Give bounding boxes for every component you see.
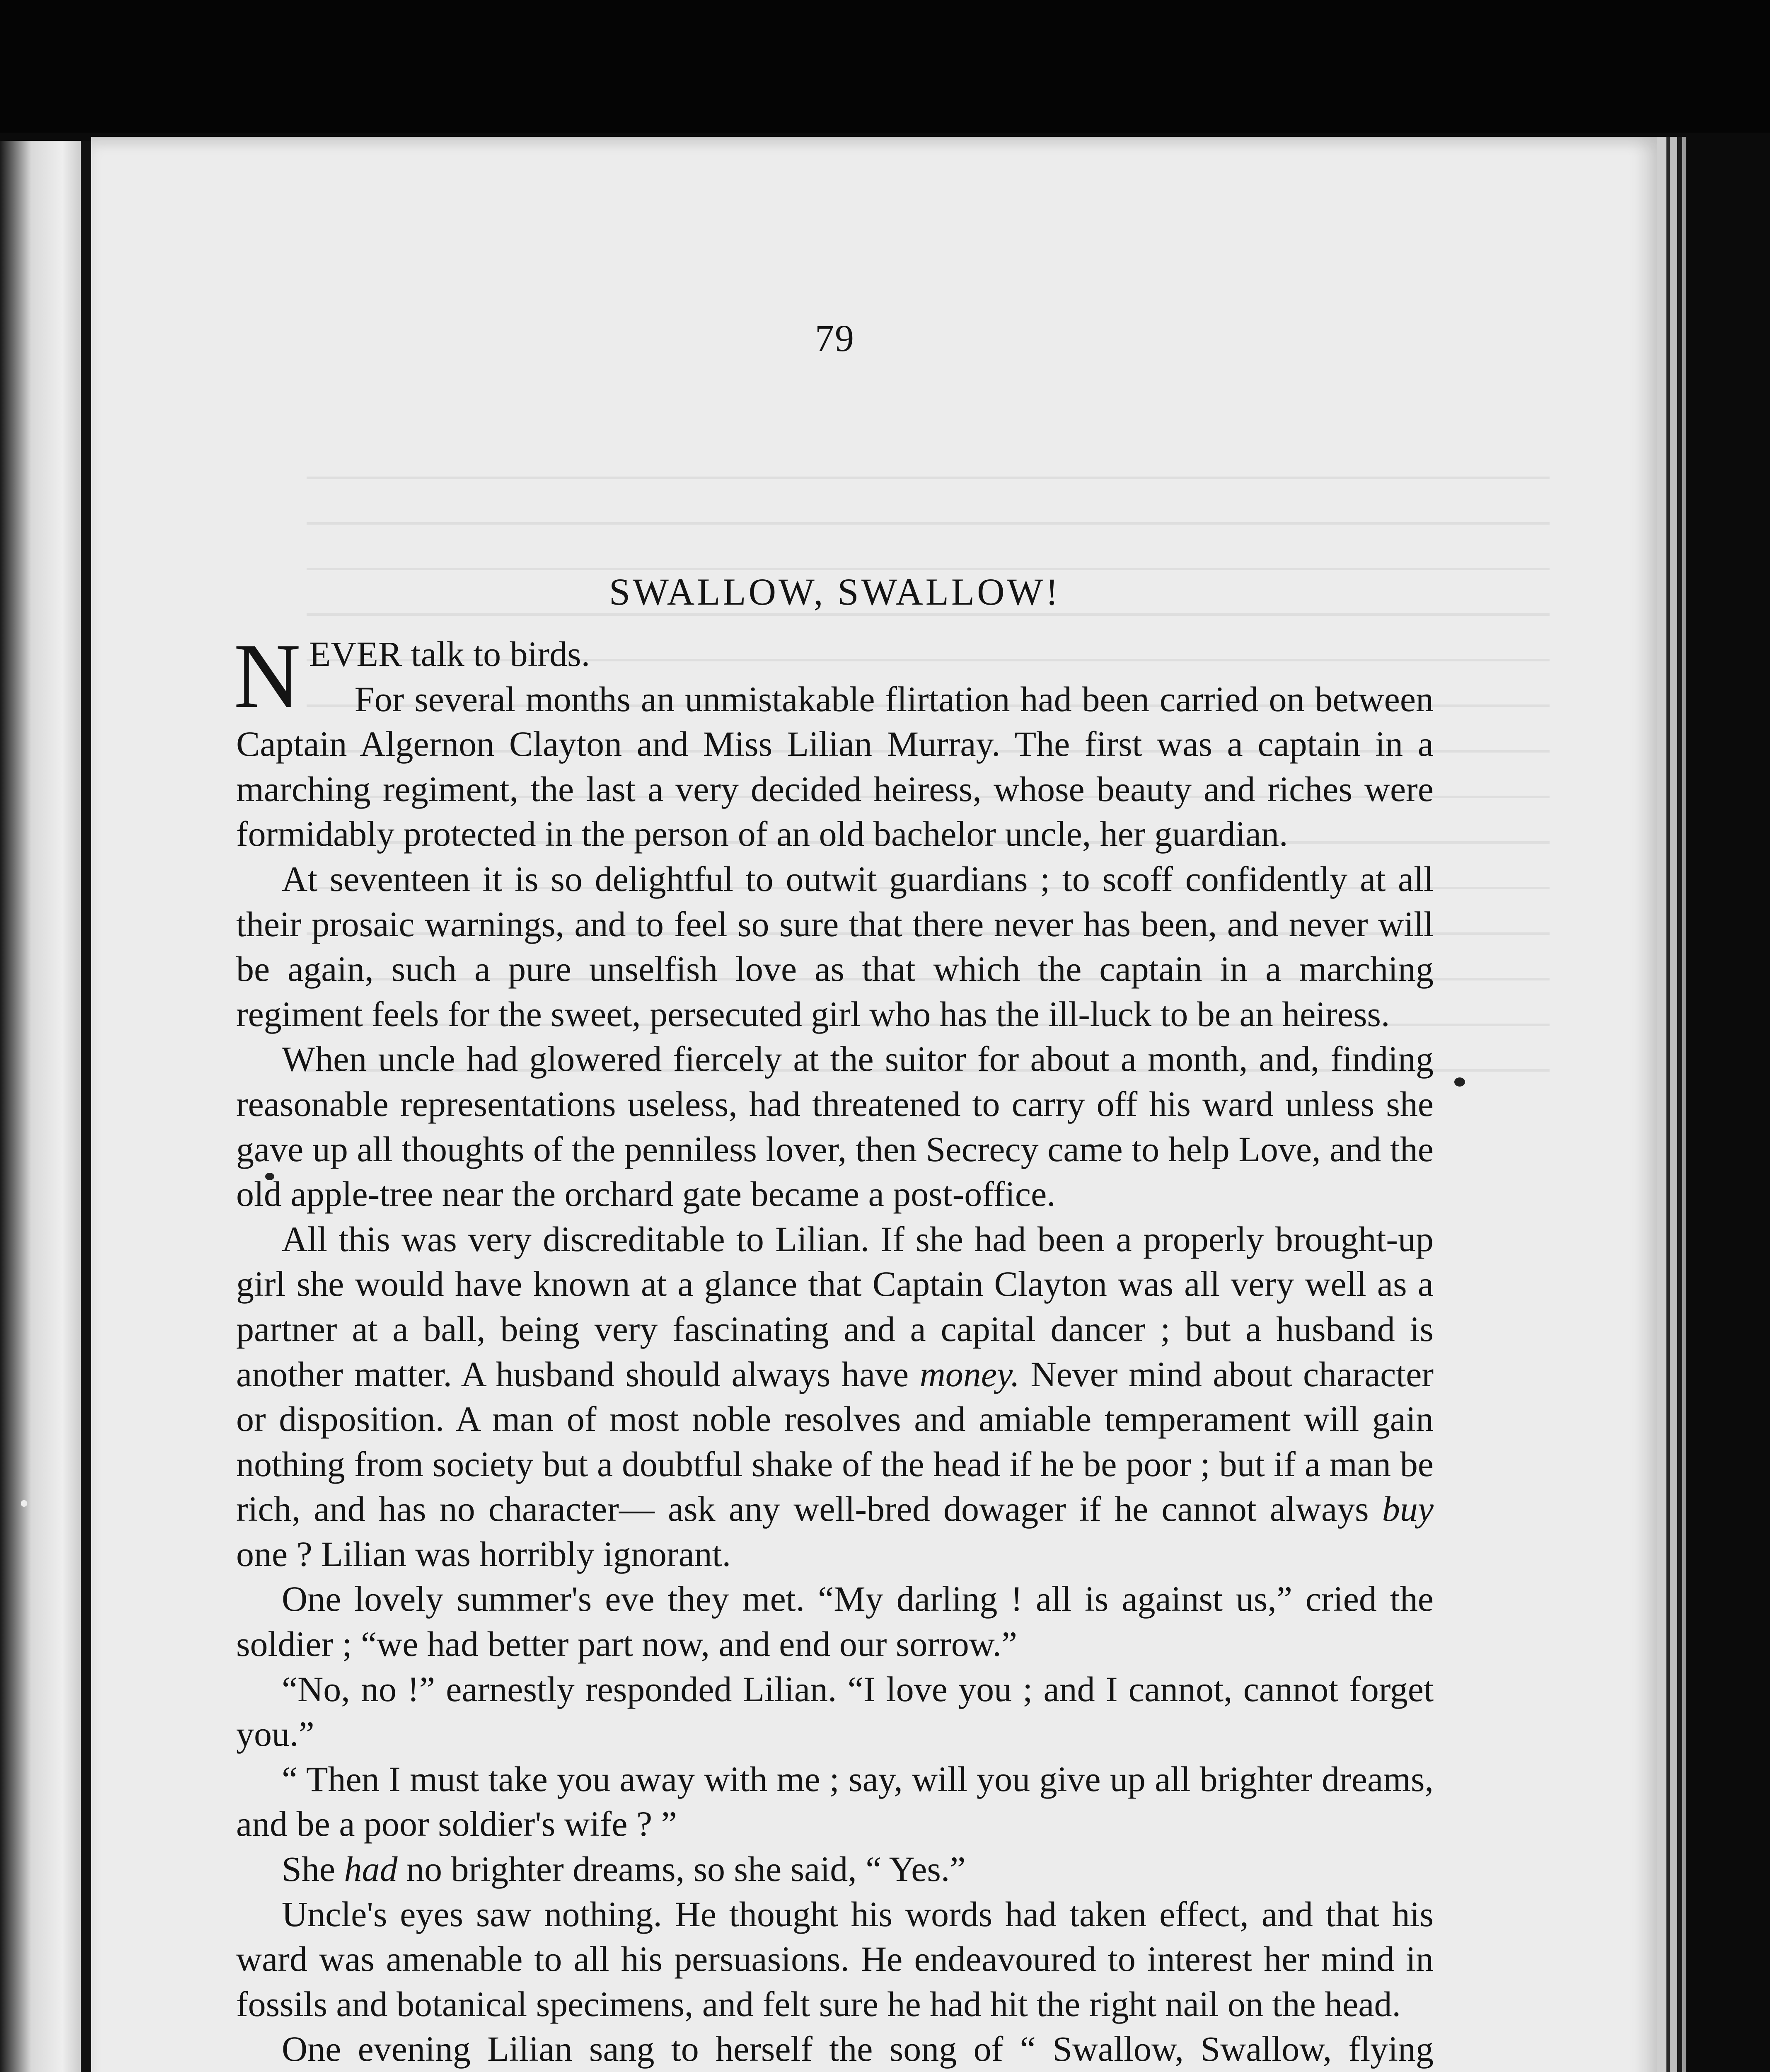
italic-word: money. — [919, 1354, 1020, 1394]
page-edge — [1677, 137, 1682, 2072]
page-number: 79 — [815, 317, 855, 359]
dust-speck — [1454, 1077, 1465, 1087]
dust-speck — [21, 1500, 27, 1507]
italic-word: had — [344, 1849, 398, 1889]
page-edge — [1682, 137, 1686, 2072]
paragraph — [236, 1217, 1434, 1577]
drop-cap: N — [234, 625, 301, 727]
paragraph-text: no brighter dreams, so she said, “ Yes.” — [397, 1849, 966, 1889]
paragraph: For several months an unmistakable flirtation had been carried on between Captain Algernon Clayton and Miss Lilian Murray. The first was a captain in a marching regiment, the last a very decided heiress, whose beauty and riches were formidably protected in the person of an old bachelor uncle, her guardian. — [236, 679, 1434, 854]
italic-word: buy — [1382, 1489, 1434, 1529]
page-edge — [1666, 137, 1670, 2072]
page-edge — [1670, 137, 1677, 2072]
paragraph-text: She — [282, 1849, 344, 1889]
paragraph: When uncle had glowered fiercely at the suitor for about a month, and, finding reasonable representations useless, had threatened to carry off his ward unless she gave up all thoughts of the penniless lover, then Secrecy came to help Love, and the old apple-tree near the orchard gate became a post-office. — [236, 1039, 1434, 1214]
paragraph-text: one ? Lilian was horribly ignorant. — [236, 1534, 731, 1574]
text-column — [236, 319, 1434, 2072]
chapter-title: SWALLOW, SWALLOW! — [609, 571, 1061, 613]
paragraph: One evening Lilian sang to herself the song of “ Swallow, Swallow, flying — [282, 2029, 1434, 2069]
scan-border-top — [0, 0, 1770, 133]
paragraph: One lovely summer's eve they met. “My darling ! all is against us,” cried the soldier ; “we had better part now, and end our sorrow.” — [236, 1579, 1434, 1664]
paragraph-text: Never mind about character or disposition. A man of most noble resolves and amiable temperament will gain nothing from society but a doubtful shake of the head if he be poor ; but if a man be rich, and has no character— ask any well-bred dowager if he cannot always — [236, 1354, 1434, 1529]
paragraph: At seventeen it is so delightful to outwit guardians ; to scoff confidently at all their prosaic warnings, and to feel so sure that there never has been, and never will be again, such a pure unselfish love as that which the captain in a marching regiment feels for the sweet, persecuted girl who has the ill-luck to be an heiress. — [236, 859, 1434, 1034]
paragraph: Uncle's eyes saw nothing. He thought his words had taken effect, and that his ward was amenable to all his persuasions. He endeavoured to interest her mind in fossils and botanical specimens, and felt sure he had hit the right nail on the head. — [236, 1894, 1434, 2024]
page-edge — [1657, 137, 1666, 2072]
book-spine — [0, 141, 89, 2072]
paragraph: “ Then I must take you away with me ; say, will you give up all brighter dreams, and be a poor soldier's wife ? ” — [236, 1759, 1434, 1844]
paragraph — [236, 1847, 1434, 1892]
spine-shadow — [81, 141, 91, 2072]
paragraph: “No, no !” earnestly responded Lilian. “I love you ; and I cannot, cannot forget you.” — [236, 1669, 1434, 1754]
paragraph-text: All this was very discreditable to Lilian. If she had been a properly brought-up girl she would have known at a glance that Captain Clayton was all very well as a partner at a ball, being very fascinating and a capital dancer ; but a husband is another matter. A husband should always have — [236, 1219, 1434, 1394]
paragraph-opening — [234, 625, 1434, 727]
paragraph-text: EVER talk to birds. — [309, 634, 590, 674]
